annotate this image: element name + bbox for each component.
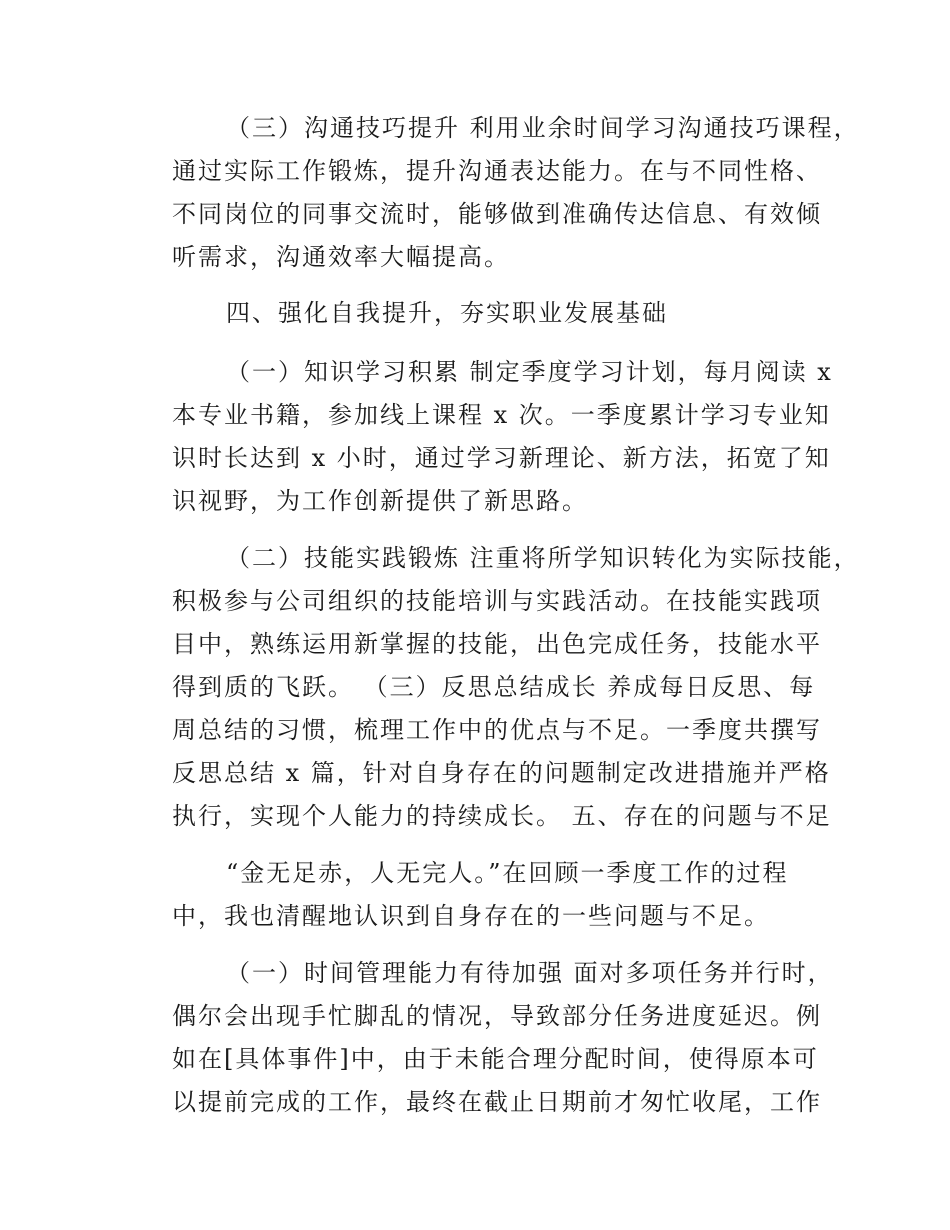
text-line: 听需求，沟通效率大幅提高。: [172, 243, 510, 271]
text-line: 积极参与公司组织的技能培训与实践活动。在技能实践项: [172, 587, 822, 615]
text-line: （一）知识学习积累 制定季度学习计划，每月阅读 x: [226, 358, 833, 386]
text-line: 如在[具体事件]中，由于未能合理分配时间，使得原本可: [172, 1045, 819, 1073]
text-line: 执行，实现个人能力的持续成长。 五、存在的问题与不足: [172, 802, 832, 830]
text-line: （一）时间管理能力有待加强 面对多项任务并行时，: [226, 959, 834, 987]
text-line: 本专业书籍，参加线上课程 x 次。一季度累计学习专业知: [172, 401, 831, 429]
text-line: （二）技能实践锻炼 注重将所学知识转化为实际技能，: [226, 544, 860, 572]
text-line: 识时长达到 x 小时，通过学习新理论、新方法，拓宽了知: [172, 444, 831, 472]
text-line: 反思总结 x 篇，针对自身存在的问题制定改进措施并严格: [172, 759, 831, 787]
text-line: （三）沟通技巧提升 利用业余时间学习沟通技巧课程，: [226, 114, 860, 142]
text-line: 目中，熟练运用新掌握的技能，出色完成任务，技能水平: [172, 630, 822, 658]
text-line: 不同岗位的同事交流时，能够做到准确传达信息、有效倾: [172, 200, 822, 228]
section-heading: 四、强化自我提升，夯实职业发展基础: [226, 299, 668, 327]
text-line: 周总结的习惯，梳理工作中的优点与不足。一季度共撰写: [172, 716, 822, 744]
text-line: 以提前完成的工作，最终在截止日期前才匆忙收尾，工作: [172, 1088, 822, 1116]
text-line: 识视野，为工作创新提供了新思路。: [172, 487, 588, 515]
text-line: 偶尔会出现手忙脚乱的情况，导致部分任务进度延迟。例: [172, 1002, 822, 1030]
text-line: 得到质的飞跃。 （三）反思总结成长 养成每日反思、每: [172, 673, 816, 701]
text-line: 通过实际工作锻炼，提升沟通表达能力。在与不同性格、: [172, 157, 822, 185]
text-line: 中，我也清醒地认识到自身存在的一些问题与不足。: [172, 902, 770, 930]
text-line: “金无足赤，人无完人。”在回顾一季度工作的过程: [226, 859, 789, 887]
